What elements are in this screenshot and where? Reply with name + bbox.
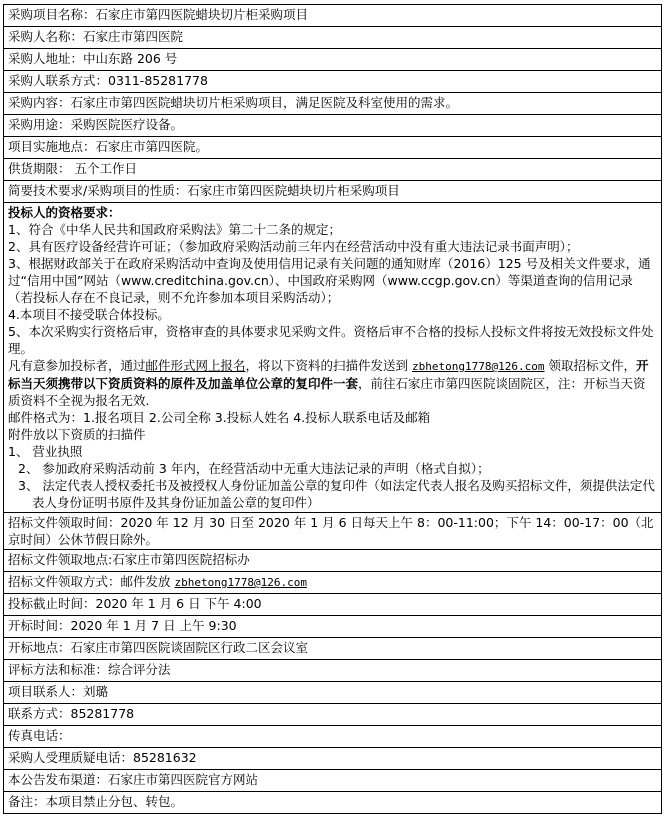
project-location: 项目实施地点：石家庄市第四医院。 [4,137,662,159]
registration-text: 凡有意参加投标者，通过 [8,358,146,373]
purchaser-contact: 采购人联系方式：0311-85281778 [4,71,662,93]
delivery-period: 供货期限： 五个工作日 [4,159,662,181]
document-place: 招标文件领取地点:石家庄市第四医院招标办 [4,550,662,572]
project-contact: 项目联系人：刘璐 [4,682,662,704]
project-name: 采购项目名称：石家庄市第四医院蜡块切片柜采购项目 [4,5,662,27]
bid-deadline: 投标截止时间：2020 年 1 月 6 日 下午 4:00 [4,594,662,616]
opening-place: 开标地点：石家庄市第四医院谈固院区行政二区会议室 [4,638,662,660]
document-email-link[interactable]: zbhetong1778@126.com [174,576,307,589]
purchaser-address: 采购人地址：中山东路 206 号 [4,49,662,71]
mail-format: 邮件格式为：1.报名项目 2.公司全称 3.投标人姓名 4.投标人联系电话及邮箱 [8,410,431,425]
procurement-table [3,4,662,814]
evaluation-method: 评标方法和标准：综合评分法 [4,660,662,682]
attachment-item-2: 2、 参加政府采购活动前 3 年内，在经营活动中无重大违法记录的声明（格式自拟）； [18,461,490,476]
contact-phone: 联系方式：85281778 [4,704,662,726]
qualification-item-4: 4.本项目不接受联合体投标。 [8,307,170,322]
attachment-item-1: 1、 营业执照 [8,444,83,459]
registration-text: 领取招标文件， [544,358,636,373]
attachment-intro: 附件放以下资质的扫描件 [8,427,146,442]
complaint-phone: 采购人受理质疑电话：85281632 [4,748,662,770]
registration-text: ，前往石家庄市第四医院谈固院区，注：开标当天资质资料不全视为报名无效. [8,376,646,408]
qualification-item-1: 1、符合《中华人民共和国政府采购法》第二十二条的规定； [8,222,341,237]
document-time: 招标文件领取时间：2020 年 12 月 30 日至 2020 年 1 月 6 日每天上午 8：00-11:00；下午 14：00-17：00（北京时间）公休节假日除外。 [4,513,662,550]
project-nature: 简要技术要求/采购项目的性质：石家庄市第四医院蜡块切片柜采购项目 [4,181,662,203]
qualification-heading: 投标人的资格要求： [8,205,121,220]
qualification-item-5: 5、本次采购实行资格后审，资格审查的具体要求见采购文件。资格后审不合格的投标人投标文件将按无效投标文件处理。 [8,324,654,356]
registration-email-link[interactable]: zbhetong1778@126.com [412,360,545,373]
qualification-cell [4,203,662,513]
document-method-label: 招标文件领取方式：邮件发放 [8,574,175,589]
remark: 备注：本项目禁止分包、转包。 [4,792,662,814]
fax-phone: 传真电话： [4,726,662,748]
purchase-purpose: 采购用途：采购医院医疗设备。 [4,115,662,137]
registration-bold-note: 开标当天须携带以下资质资料的原件及加盖单位公章的复印件一套 [8,358,649,391]
qualification-item-3: 3、根据财政部关于在政府采购活动中查询及使用信用记录有关问题的通知财库（2016）125 号及相关文件要求，通过“信用中国”网站（www.creditchina.gov.cn）、中国政府采购网（www.ccgp.gov.cn）等渠道查询的信用记录（若投标人存在不良记录，则不允许参加本项目采购活动）； [8,256,651,305]
opening-time: 开标时间：2020 年 1 月 7 日 上午 9:30 [4,616,662,638]
registration-text: ，将以下资料的扫描件发送到 [245,358,413,373]
attachment-item-3: 3、 法定代表人授权委托书及被授权人身份证加盖公章的复印件（如法定代表人报名及购买招标文件，须提供法定代表人身份证明书原件及其身份证加盖公章的复印件） [18,478,655,510]
registration-method: 邮件形式网上报名 [145,358,246,373]
qualification-item-2: 2、具有医疗设备经营许可证；（参加政府采购活动前三年内在经营活动中没有重大违法记录书面声明）； [8,239,579,254]
publish-channel: 本公告发布渠道：石家庄市第四医院官方网站 [4,770,662,792]
purchaser-name: 采购人名称：石家庄市第四医院 [4,27,662,49]
registration-paragraph [8,357,657,409]
document-method [4,572,662,594]
purchase-content: 采购内容：石家庄市第四医院蜡块切片柜采购项目，满足医院及科室使用的需求。 [4,93,662,115]
